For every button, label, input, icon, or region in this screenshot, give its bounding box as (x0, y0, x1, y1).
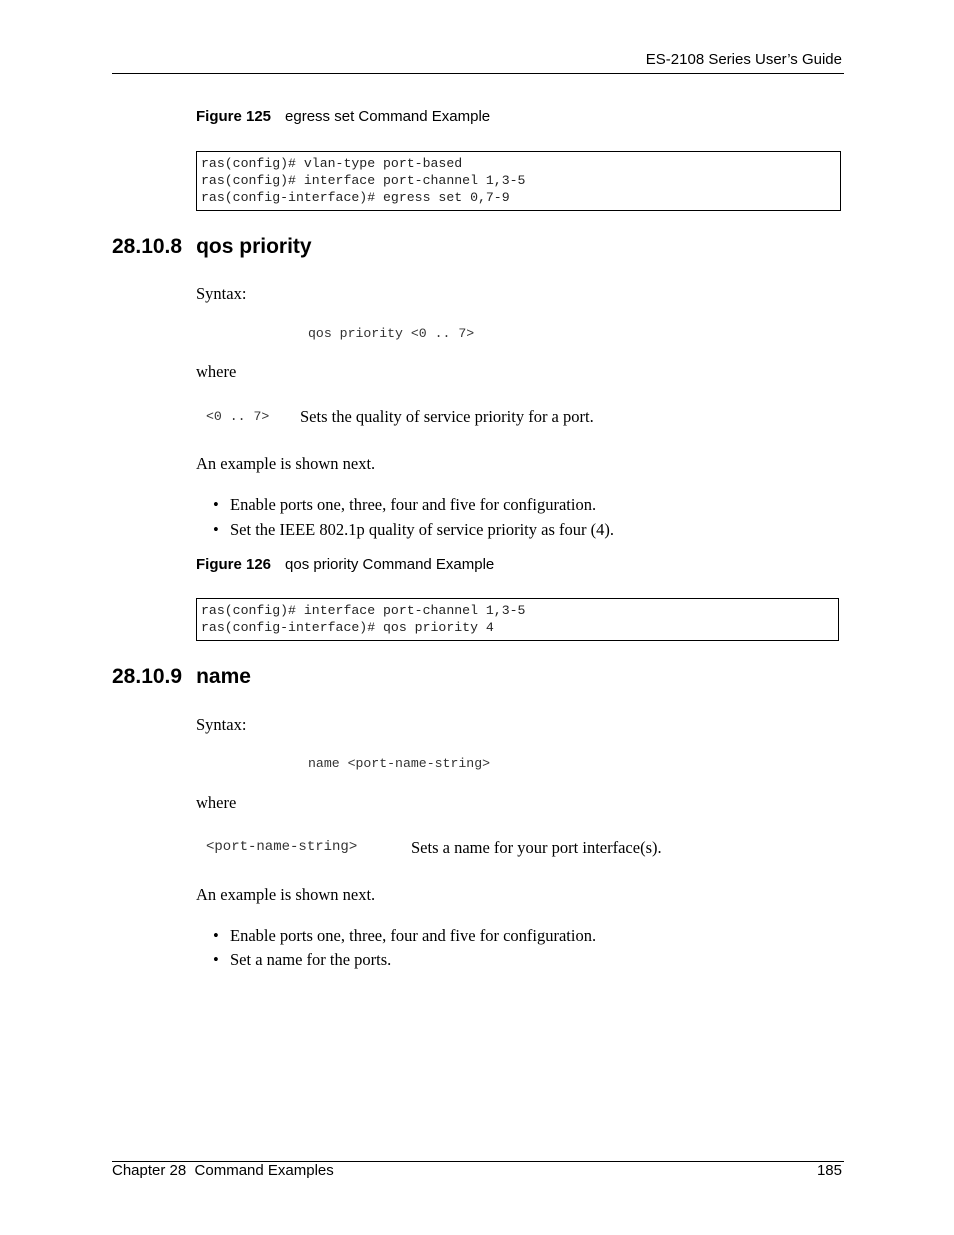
bullet-icon: • (213, 950, 219, 969)
syntax-command: name <port-name-string> (308, 756, 491, 771)
page-number: 185 (816, 1162, 842, 1179)
parameter-name: <port-name-string> (206, 839, 358, 855)
parameter-description: Sets a name for your port interface(s). (411, 838, 662, 857)
section-title: qos priority (196, 235, 312, 258)
where-label: where (196, 793, 237, 812)
bullet-item: • Enable ports one, three, four and five for configuration. (213, 495, 597, 514)
code-line: ras(config-interface)# egress set 0,7-9 (201, 190, 510, 205)
footer-chapter: Chapter 28 Command Examples (112, 1162, 334, 1179)
code-line: ras(config-interface)# qos priority 4 (201, 620, 494, 635)
bullet-icon: • (213, 926, 219, 945)
running-header: ES-2108 Series User’s Guide (645, 51, 842, 68)
figure-126-caption (196, 556, 494, 573)
syntax-label: Syntax: (196, 284, 247, 303)
code-example-box (196, 151, 841, 211)
example-intro: An example is shown next. (196, 454, 376, 473)
section-title: name (196, 665, 251, 688)
bullet-item: • Set a name for the ports. (213, 950, 392, 969)
parameter-name: <0 .. 7> (206, 409, 270, 424)
section-heading-name (112, 665, 251, 689)
example-intro: An example is shown next. (196, 885, 376, 904)
section-number: 28.10.9 (112, 665, 183, 688)
bullet-icon: • (213, 495, 219, 514)
figure-title: egress set Command Example (285, 108, 491, 125)
parameter-description: Sets the quality of service priority for a port. (300, 407, 594, 426)
code-example-box (196, 598, 839, 641)
code-line: ras(config)# vlan-type port-based (201, 156, 463, 171)
section-heading-qos-priority (112, 235, 312, 259)
figure-number: Figure 126 (196, 556, 272, 573)
code-line: ras(config)# interface port-channel 1,3-5 (201, 603, 526, 618)
where-label: where (196, 362, 237, 381)
bullet-icon: • (213, 520, 219, 539)
syntax-command: qos priority <0 .. 7> (308, 326, 475, 341)
figure-125-caption (196, 108, 490, 125)
bullet-item: • Set the IEEE 802.1p quality of service priority as four (4). (213, 520, 614, 539)
header-divider (112, 73, 844, 74)
figure-number: Figure 125 (196, 108, 272, 125)
figure-title: qos priority Command Example (285, 556, 495, 573)
bullet-item: • Enable ports one, three, four and five for configuration. (213, 926, 597, 945)
syntax-label: Syntax: (196, 715, 247, 734)
section-number: 28.10.8 (112, 235, 183, 258)
code-line: ras(config)# interface port-channel 1,3-5 (201, 173, 526, 188)
